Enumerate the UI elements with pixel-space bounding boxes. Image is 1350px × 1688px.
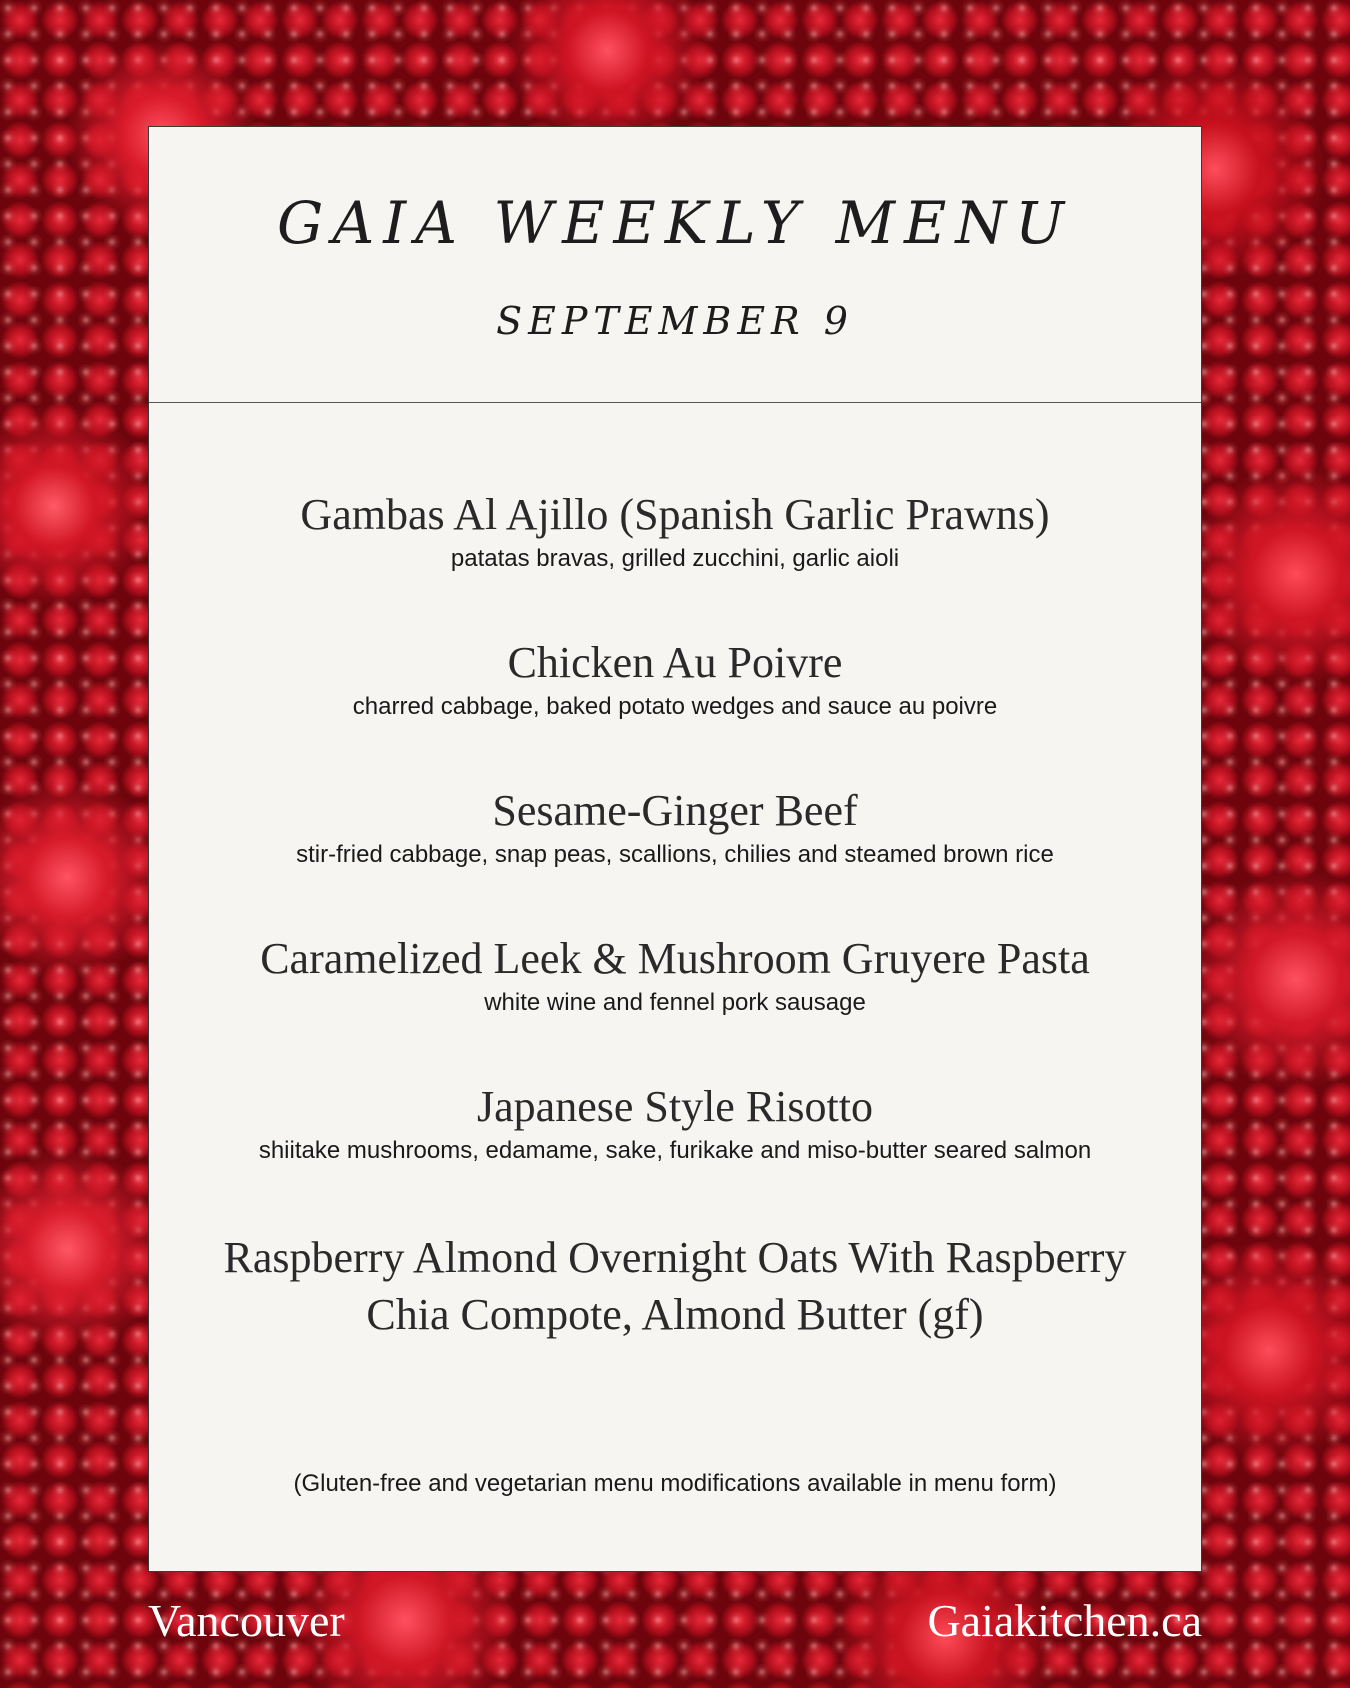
menu-item [149,1081,1201,1229]
menu-item [149,1229,1201,1377]
menu-item-description: shiitake mushrooms, edamame, sake, furikake and miso-butter seared salmon [258,1137,1092,1164]
menu-item-name: Gambas Al Ajillo (Spanish Garlic Prawns) [300,490,1050,539]
menu-items [149,489,1201,1377]
menu-date: SEPTEMBER 9 [496,299,854,343]
menu-item-description: charred cabbage, baked potato wedges and sauce au poivre [352,693,998,720]
menu-item-name: Sesame-Ginger Beef [492,786,858,835]
dietary-note: (Gluten-free and vegetarian menu modifications available in menu form) [293,1470,1057,1497]
menu-item [149,637,1201,785]
menu-item-description: patatas bravas, grilled zucchini, garlic aioli [450,545,900,572]
footer-location: Vancouver [148,1595,345,1646]
menu-item [149,933,1201,1081]
menu-item-name: Chicken Au Poivre [507,638,843,687]
menu-item [149,785,1201,933]
menu-item-name-line1: Raspberry Almond Overnight Oats With Raspberry [223,1233,1127,1282]
menu-item [149,489,1201,637]
menu-header [149,127,1201,402]
menu-item-name-line2: Chia Compote, Almond Butter (gf) [366,1290,984,1339]
menu-item-description: white wine and fennel pork sausage [484,989,866,1016]
footer-website: Gaiakitchen.ca [927,1595,1202,1646]
header-divider [149,402,1201,403]
menu-item-name: Japanese Style Risotto [477,1082,873,1131]
menu-title: GAIA WEEKLY MENU [277,189,1073,257]
menu-item-description: stir-fried cabbage, snap peas, scallions, chilies and steamed brown rice [296,841,1054,868]
menu-item-name: Caramelized Leek & Mushroom Gruyere Pasta [260,934,1090,983]
menu-card [148,126,1202,1572]
